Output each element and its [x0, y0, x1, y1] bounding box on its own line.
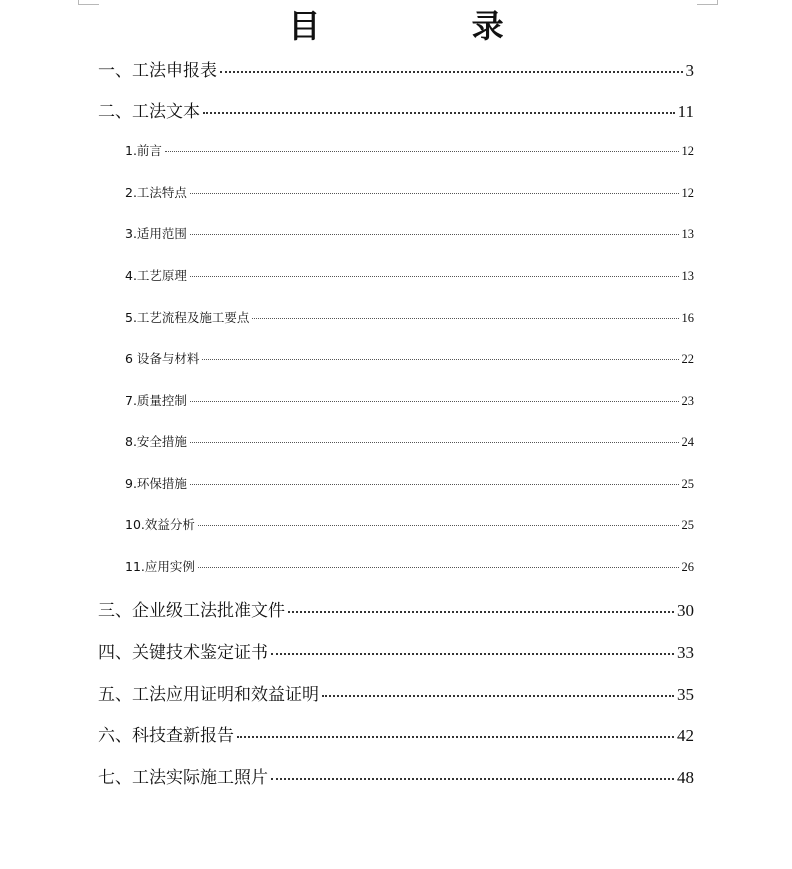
- dot-leader: [190, 442, 679, 443]
- toc-page-number: 12: [681, 186, 694, 200]
- dot-leader: [252, 318, 678, 319]
- toc-label: 5.工艺流程及施工要点: [125, 310, 250, 325]
- page-title: 目 录: [288, 7, 574, 45]
- toc-label: 一、工法申报表: [98, 61, 217, 81]
- toc-entry[interactable]: [98, 721, 694, 746]
- toc-page-number: 23: [681, 394, 694, 408]
- toc-page-number: 22: [681, 352, 694, 366]
- dot-leader: [288, 611, 674, 613]
- dot-leader: [203, 112, 675, 114]
- dot-leader: [271, 653, 674, 655]
- dot-leader: [165, 151, 679, 152]
- toc-page-number: 12: [681, 144, 694, 158]
- toc-entry[interactable]: [98, 638, 694, 663]
- dot-leader: [237, 736, 674, 738]
- toc-page-number: 26: [681, 560, 694, 574]
- toc-page-number: 25: [681, 477, 694, 491]
- toc-entry[interactable]: [125, 141, 694, 159]
- toc-entry[interactable]: [125, 474, 694, 492]
- toc-label: 8.安全措施: [125, 434, 187, 449]
- dot-leader: [198, 525, 679, 526]
- toc-entry[interactable]: [125, 266, 694, 284]
- dot-leader: [190, 276, 679, 277]
- toc-label: 二、工法文本: [98, 102, 200, 122]
- toc-page-number: 3: [685, 61, 694, 80]
- toc-entry[interactable]: [125, 515, 694, 533]
- toc-label: 2.工法特点: [125, 185, 187, 200]
- toc-label: 三、企业级工法批准文件: [98, 601, 285, 621]
- dot-leader: [190, 234, 679, 235]
- toc-page-number: 13: [681, 269, 694, 283]
- toc-label: 六、科技查新报告: [98, 726, 234, 746]
- toc-page-number: 16: [681, 311, 694, 325]
- toc-page-number: 48: [677, 768, 694, 787]
- toc-page-number: 11: [677, 102, 694, 121]
- toc-label: 4.工艺原理: [125, 268, 187, 283]
- toc-entry[interactable]: [125, 349, 694, 367]
- toc-entry[interactable]: [98, 97, 694, 122]
- toc-entry[interactable]: [125, 183, 694, 201]
- toc-entry[interactable]: [98, 680, 694, 705]
- toc-entry[interactable]: [98, 763, 694, 788]
- dot-leader: [202, 359, 678, 360]
- toc-entry[interactable]: [98, 596, 694, 621]
- dot-leader: [271, 778, 674, 780]
- dot-leader: [198, 567, 679, 568]
- toc-label: 四、关键技术鉴定证书: [98, 643, 268, 663]
- toc-page-number: 25: [681, 518, 694, 532]
- toc-entry[interactable]: [125, 224, 694, 242]
- toc-entry[interactable]: [125, 308, 694, 326]
- toc-label: 7.质量控制: [125, 393, 187, 408]
- toc-label: 11.应用实例: [125, 559, 195, 574]
- toc-label: 10.效益分析: [125, 517, 195, 532]
- toc-page-number: 30: [677, 601, 694, 620]
- toc-page-number: 42: [677, 726, 694, 745]
- dot-leader: [190, 401, 679, 402]
- toc-entry[interactable]: [125, 432, 694, 450]
- toc-page-number: 24: [681, 435, 694, 449]
- toc-entry[interactable]: [98, 56, 694, 81]
- dot-leader: [190, 484, 679, 485]
- toc-label: 七、工法实际施工照片: [98, 768, 268, 788]
- toc-label: 五、工法应用证明和效益证明: [98, 685, 319, 705]
- toc-page-number: 13: [681, 227, 694, 241]
- toc-page-number: 33: [677, 643, 694, 662]
- dot-leader: [322, 695, 674, 697]
- toc-label: 6 设备与材料: [125, 351, 200, 366]
- toc-label: 9.环保措施: [125, 476, 187, 491]
- toc-page-number: 35: [677, 685, 694, 704]
- toc-label: 1.前言: [125, 143, 162, 158]
- dot-leader: [190, 193, 679, 194]
- dot-leader: [220, 71, 683, 73]
- toc-entry[interactable]: [125, 391, 694, 409]
- toc-label: 3.适用范围: [125, 226, 187, 241]
- toc-entry[interactable]: [125, 557, 694, 575]
